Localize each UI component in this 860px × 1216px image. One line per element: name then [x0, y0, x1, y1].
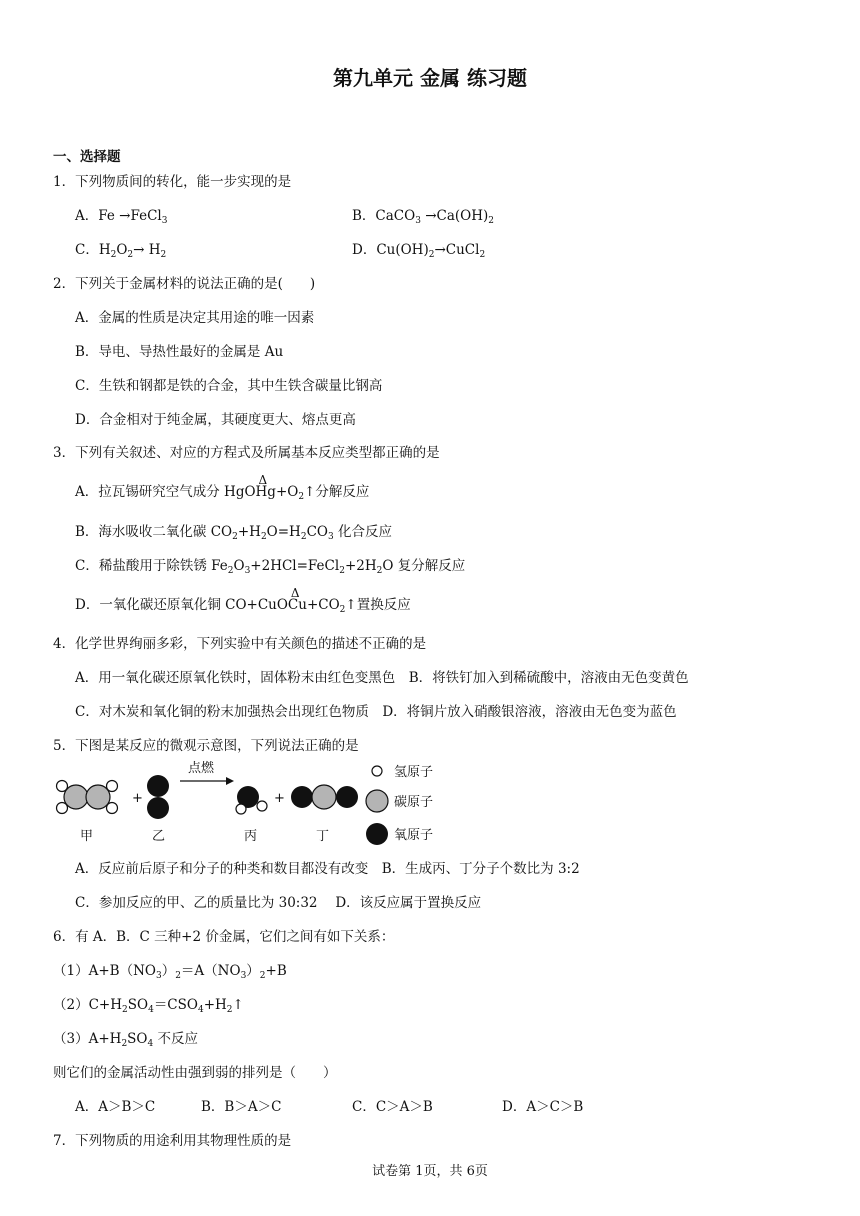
- label-ding: 丁: [316, 829, 330, 844]
- q2-option-b: B．导电、导热性最好的金属是 Au: [75, 344, 284, 360]
- q3-option-c: C．稀盐酸用于除铁锈 $Fe_2O_3+2HCl=FeCl_2+2H_2O$ 复分解反应: [75, 558, 466, 576]
- q6-relation-1: $(1)A+B(NO_3)_2=A(NO_3)_2+B$: [53, 963, 287, 981]
- arrow-label: 点燃: [188, 761, 215, 776]
- legend-carbon: 碳原子: [394, 795, 434, 810]
- q2-option-a: A．金属的性质是决定其用途的唯一因素: [75, 310, 315, 326]
- label-jia: 甲: [80, 829, 94, 844]
- q3-option-b: B．海水吸收二氧化碳 $CO_2+H_2O=H_2CO_3$ 化合反应: [75, 524, 392, 542]
- q6-question: 则它们的金属活动性由强到弱的排列是（ ）: [53, 1065, 337, 1081]
- oxygen-legend-icon: [366, 823, 388, 845]
- q2-option-c: C．生铁和钢都是铁的合金，其中生铁含碳量比钢高: [75, 378, 383, 394]
- reaction-diagram: [50, 758, 450, 848]
- legend: [366, 765, 433, 845]
- label-bing: 丙: [244, 829, 258, 844]
- page-footer: 试卷第 1页，共 6页: [372, 1164, 488, 1179]
- page-title: 第九单元 金属 练习题: [333, 66, 527, 90]
- q1-option-d: D．$Cu(OH)_2\to CuCl_2$: [352, 242, 486, 260]
- question-2-stem: 2．下列关于金属材料的说法正确的是( ): [53, 276, 316, 292]
- q2-option-d: D．合金相对于纯金属，其硬度更大、熔点更高: [75, 412, 356, 428]
- q6-option-d: D．A＞C＞B: [502, 1099, 584, 1115]
- question-5-stem: 5．下图是某反应的微观示意图，下列说法正确的是: [53, 738, 359, 754]
- plus-sign: +: [132, 791, 143, 806]
- q3-option-d: D．一氧化碳还原氧化铜 CO+CuO Δ $Cu+CO_2↑$置换反应: [75, 595, 411, 615]
- legend-oxygen: 氧原子: [394, 828, 434, 843]
- question-1-stem: 1．下列物质间的转化，能一步实现的是: [53, 174, 292, 190]
- question-6-stem: 6．有 A．B．C 三种+2 价金属，它们之间有如下关系：: [53, 929, 395, 945]
- q4-options-row-1: A．用一氧化碳还原氧化铁时，固体粉末由红色变黑色 B．将铁钉加入到稀硫酸中，溶液由无色变黄色: [75, 670, 689, 686]
- q6-option-c: C．C＞A＞B: [352, 1099, 433, 1115]
- molecule-jia: [57, 781, 118, 814]
- molecule-ding: [291, 785, 358, 809]
- arrow-head-icon: [226, 777, 234, 785]
- question-4-stem: 4．化学世界绚丽多彩，下列实验中有关颜色的描述不正确的是: [53, 636, 427, 652]
- label-yi: 乙: [152, 829, 166, 844]
- q6-relation-2: $(2)C+H_2SO_4=CSO_4+H_2↑$: [53, 997, 244, 1015]
- q6-option-a: A．A＞B＞C: [75, 1099, 156, 1115]
- question-3-stem: 3．下列有关叙述、对应的方程式及所属基本反应类型都正确的是: [53, 445, 440, 461]
- q1-option-b: B．CaCO$_3$ $\to Ca(OH)_2$: [352, 208, 495, 226]
- legend-hydrogen: 氢原子: [394, 765, 434, 780]
- plus-sign: +: [274, 791, 285, 806]
- q5-options-row-1: A．反应前后原子和分子的种类和数目都没有改变 B．生成丙、丁分子个数比为 3:2: [75, 861, 580, 877]
- q6-option-b: B．B＞A＞C: [201, 1099, 282, 1115]
- q4-options-row-2: C．对木炭和氧化铜的粉末加强热会出现红色物质 D．将铜片放入硝酸银溶液，溶液由无色变为蓝色: [75, 704, 677, 720]
- q6-relation-3: $(3)A+H_2SO_4$ 不反应: [53, 1031, 199, 1049]
- q1-option-a: A．Fe →FeCl$_3$: [75, 208, 168, 226]
- question-7-stem: 7．下列物质的用途利用其物理性质的是: [53, 1133, 292, 1149]
- delta-symbol: Δ: [258, 473, 268, 487]
- section-heading: 一、选择题: [53, 149, 121, 165]
- molecule-yi: [147, 775, 169, 819]
- q1-option-c: C．$H_2O_2\to H_2$: [75, 242, 167, 260]
- q5-options-row-2: C．参加反应的甲、乙的质量比为 30:32 D．该反应属于置换反应: [75, 895, 482, 911]
- carbon-legend-icon: [366, 790, 388, 812]
- q3-option-a: A．拉瓦锡研究空气成分 HgO Δ $Hg+O_2↑$分解反应: [75, 482, 369, 502]
- delta-symbol: Δ: [290, 586, 300, 600]
- molecule-bing: [236, 786, 267, 814]
- hydrogen-legend-icon: [372, 766, 382, 776]
